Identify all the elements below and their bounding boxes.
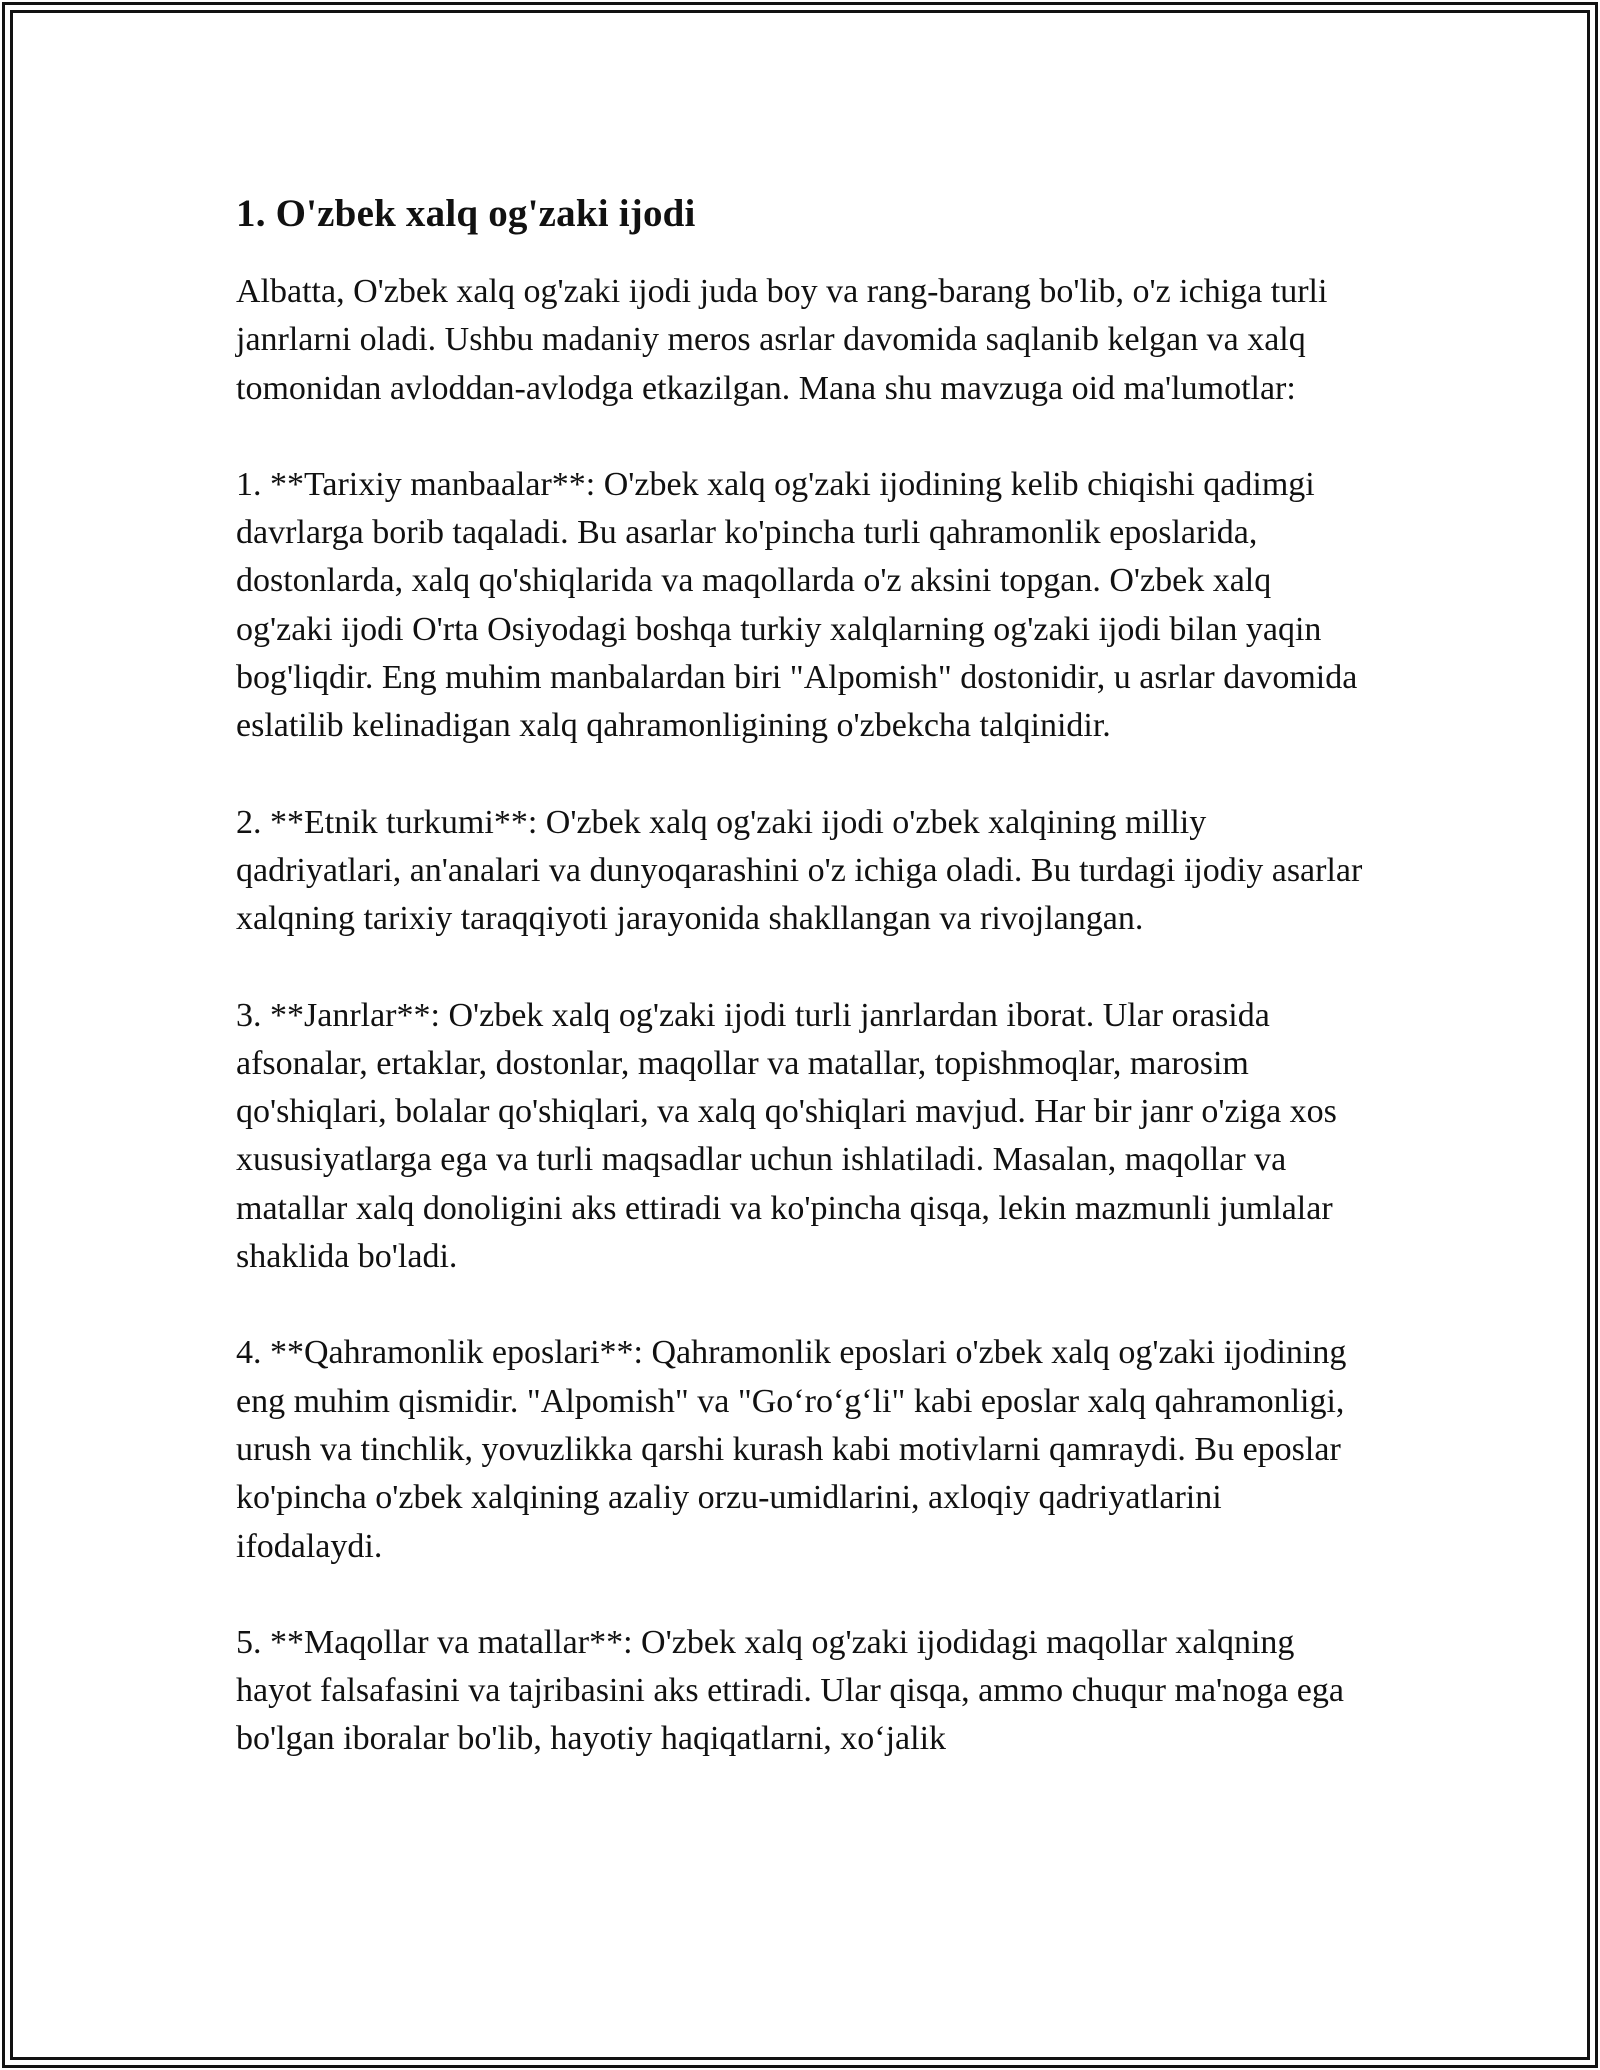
document-body — [236, 186, 1366, 1812]
paragraph-tarixiy-manbaalar: 1. **Tarixiy manbaalar**: O'zbek xalq og'zaki ijodining kelib chiqishi qadimgi davrlarga borib taqaladi. Bu asarlar ko'pincha turli qahramonlik eposlarida, dostonlarda, xalq qo'shiqlarida va maqollarda o'z aksini topgan. O'zbek xalq og'zaki ijodi O'rta Osiyodagi boshqa turkiy xalqlarning og'zaki ijodi bilan yaqin bog'liqdir. Eng muhim manbalardan biri "Alpomish" dostonidir, u asrlar davomida eslatilib kelinadigan xalq qahramonligining o'zbekcha talqinidir. — [236, 465, 1358, 745]
paragraph-qahramonlik-eposlari: 4. **Qahramonlik eposlari**: Qahramonlik eposlari o'zbek xalq og'zaki ijodining eng muhim qismidir. "Alpomish" va "Go‘ro‘g‘li" kabi eposlar xalq qahramonligi, urush va tinchlik, yovuzlikka qarshi kurash kabi motivlarni qamraydi. Bu eposlar ko'pincha o'zbek xalqining azaliy orzu-umidlarini, axloqiy qadriyatlarini ifodalaydi. — [236, 1334, 1347, 1565]
paragraph-etnik-turkumi: 2. **Etnik turkumi**: O'zbek xalq og'zaki ijodi o'zbek xalqining milliy qadriyatlari, an'analari va dunyoqarashini o'z ichiga oladi. Bu turdagi ijodiy asarlar xalqning tarixiy taraqqiyoti jarayonida shakllangan va rivojlangan. — [236, 803, 1363, 938]
paragraph-intro: Albatta, O'zbek xalq og'zaki ijodi juda boy va rang-barang bo'lib, o'z ichiga turli janrlarni oladi. Ushbu madaniy meros asrlar davomida saqlanib kelgan va xalq tomonidan avloddan-avlodga etkazilgan. Mana shu mavzuga oid ma'lumotlar: — [236, 273, 1328, 407]
paragraph-janrlar: 3. **Janrlar**: O'zbek xalq og'zaki ijodi turli janrlardan iborat. Ular orasida afsonalar, ertaklar, dostonlar, maqollar va matallar, topishmoqlar, marosim qo'shiqlari, bolalar qo'shiqlari, va xalq qo'shiqlari mavjud. Har bir janr o'ziga xos xususiyatlarga ega va turli maqsadlar uchun ishlatiladi. Masalan, maqollar va matallar xalq donoligini aks ettiradi va ko'pincha qisqa, lekin mazmunli jumlalar shaklida bo'ladi. — [236, 996, 1337, 1276]
paragraph-maqollar-va-matallar: 5. **Maqollar va matallar**: O'zbek xalq og'zaki ijodidagi maqollar xalqning hayot falsafasini va tajribasini aks ettiradi. Ular qisqa, ammo chuqur ma'noga ega bo'lgan iboralar bo'lib, hayotiy haqiqatlarni, xo‘jalik — [236, 1623, 1344, 1758]
document-title: 1. O'zbek xalq og'zaki ijodi — [236, 192, 696, 235]
